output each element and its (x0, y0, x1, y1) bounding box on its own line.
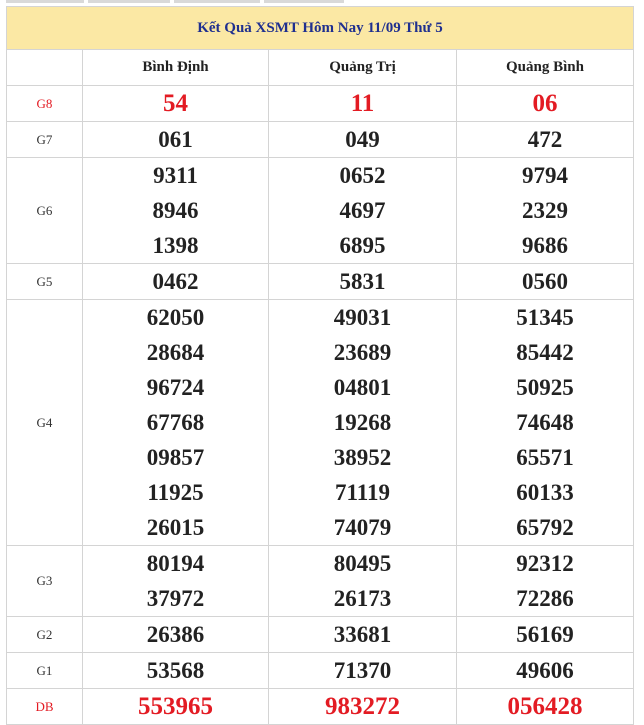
result-number: 85442 (516, 340, 574, 365)
prize-row-g2 (7, 617, 634, 653)
result-number: 38952 (333, 445, 392, 470)
results-title: Kết Quả XSMT Hôm Nay 11/09 Thứ 5 (7, 7, 634, 50)
result-number: 71119 (335, 480, 390, 505)
prize-cell (269, 86, 457, 122)
result-number: 4697 (339, 198, 386, 223)
header-blank (7, 50, 83, 86)
result-number: 65792 (516, 515, 574, 540)
result-number: 553965 (138, 693, 213, 720)
result-number: 65571 (516, 445, 574, 470)
result-number: 26015 (146, 515, 205, 540)
province-header: Bình Định (83, 50, 269, 86)
result-number: 19268 (333, 410, 392, 435)
prize-cell (269, 546, 457, 617)
prize-cell (83, 617, 269, 653)
result-number: 049 (345, 127, 380, 152)
province-header: Quảng Trị (269, 50, 457, 86)
prize-row-g6 (7, 158, 634, 264)
result-number: 51345 (516, 305, 574, 330)
result-number: 983272 (325, 693, 400, 720)
result-number: 056428 (507, 693, 583, 720)
tab-stub (88, 0, 170, 3)
result-number: 1398 (152, 233, 199, 258)
prize-cell (83, 300, 269, 546)
prize-label: G1 (7, 653, 83, 689)
prize-cell (83, 264, 269, 300)
result-number: 62050 (146, 305, 205, 330)
prize-label: G4 (7, 300, 83, 546)
prize-label: G3 (7, 546, 83, 617)
prize-cell (83, 122, 269, 158)
prize-cell (269, 122, 457, 158)
prize-label: G5 (7, 264, 83, 300)
prize-row-db (7, 689, 634, 725)
result-number: 49031 (333, 305, 392, 330)
result-number: 06 (532, 90, 558, 117)
result-number: 26173 (333, 586, 392, 611)
result-number: 96724 (146, 375, 205, 400)
result-number: 23689 (333, 340, 392, 365)
result-number: 9794 (522, 163, 568, 188)
result-number: 33681 (333, 622, 392, 647)
result-number: 8946 (152, 198, 199, 223)
result-number: 60133 (516, 480, 574, 505)
result-number: 2329 (522, 198, 568, 223)
result-number: 56169 (516, 622, 574, 647)
result-number: 0462 (152, 269, 199, 294)
result-number: 5831 (339, 269, 386, 294)
prize-cell (83, 653, 269, 689)
prize-label: G7 (7, 122, 83, 158)
prize-cell (269, 617, 457, 653)
prize-row-g4 (7, 300, 634, 546)
tab-stub (264, 0, 344, 3)
result-number: 472 (527, 127, 563, 152)
result-number: 11925 (147, 480, 204, 505)
results-table (6, 6, 634, 725)
result-number: 9311 (153, 163, 198, 188)
result-number: 061 (158, 127, 193, 152)
prize-cell (269, 653, 457, 689)
result-number: 0560 (522, 269, 568, 294)
prize-row-g3 (7, 546, 634, 617)
result-number: 49606 (516, 658, 574, 683)
prize-cell (457, 617, 634, 653)
prize-row-g8 (7, 86, 634, 122)
prize-cell (457, 689, 634, 725)
result-number: 28684 (146, 340, 205, 365)
result-number: 9686 (522, 233, 568, 258)
result-number: 26386 (146, 622, 205, 647)
result-number: 92312 (516, 551, 574, 576)
tab-stub (174, 0, 260, 3)
result-number: 6895 (339, 233, 386, 258)
result-number: 04801 (333, 375, 392, 400)
result-number: 80495 (333, 551, 392, 576)
prize-label: G2 (7, 617, 83, 653)
prize-cell (457, 158, 634, 264)
tab-stub (6, 0, 84, 3)
result-number: 72286 (516, 586, 574, 611)
result-number: 0652 (339, 163, 386, 188)
prize-label: DB (7, 689, 83, 725)
prize-cell (457, 264, 634, 300)
prize-cell (269, 264, 457, 300)
title-row (7, 7, 634, 50)
prize-cell (83, 158, 269, 264)
result-number: 50925 (516, 375, 574, 400)
prize-cell (83, 689, 269, 725)
result-number: 37972 (146, 586, 205, 611)
prize-label: G6 (7, 158, 83, 264)
province-header-row (7, 50, 634, 86)
result-number: 11 (350, 90, 375, 117)
prize-cell (83, 546, 269, 617)
prize-cell (457, 300, 634, 546)
result-number: 74079 (333, 515, 392, 540)
prize-row-g1 (7, 653, 634, 689)
prize-cell (83, 86, 269, 122)
prize-cell (457, 86, 634, 122)
prize-row-g7 (7, 122, 634, 158)
prize-cell (269, 158, 457, 264)
prize-cell (457, 546, 634, 617)
result-number: 53568 (146, 658, 205, 683)
result-number: 09857 (146, 445, 205, 470)
result-number: 54 (163, 90, 188, 117)
prize-cell (269, 689, 457, 725)
prize-cell (457, 122, 634, 158)
prize-cell (457, 653, 634, 689)
prize-label: G8 (7, 86, 83, 122)
prize-row-g5 (7, 264, 634, 300)
result-number: 67768 (146, 410, 205, 435)
result-number: 74648 (516, 410, 574, 435)
prize-cell (269, 300, 457, 546)
result-number: 80194 (146, 551, 205, 576)
province-header: Quảng Bình (457, 50, 634, 86)
result-number: 71370 (333, 658, 392, 683)
